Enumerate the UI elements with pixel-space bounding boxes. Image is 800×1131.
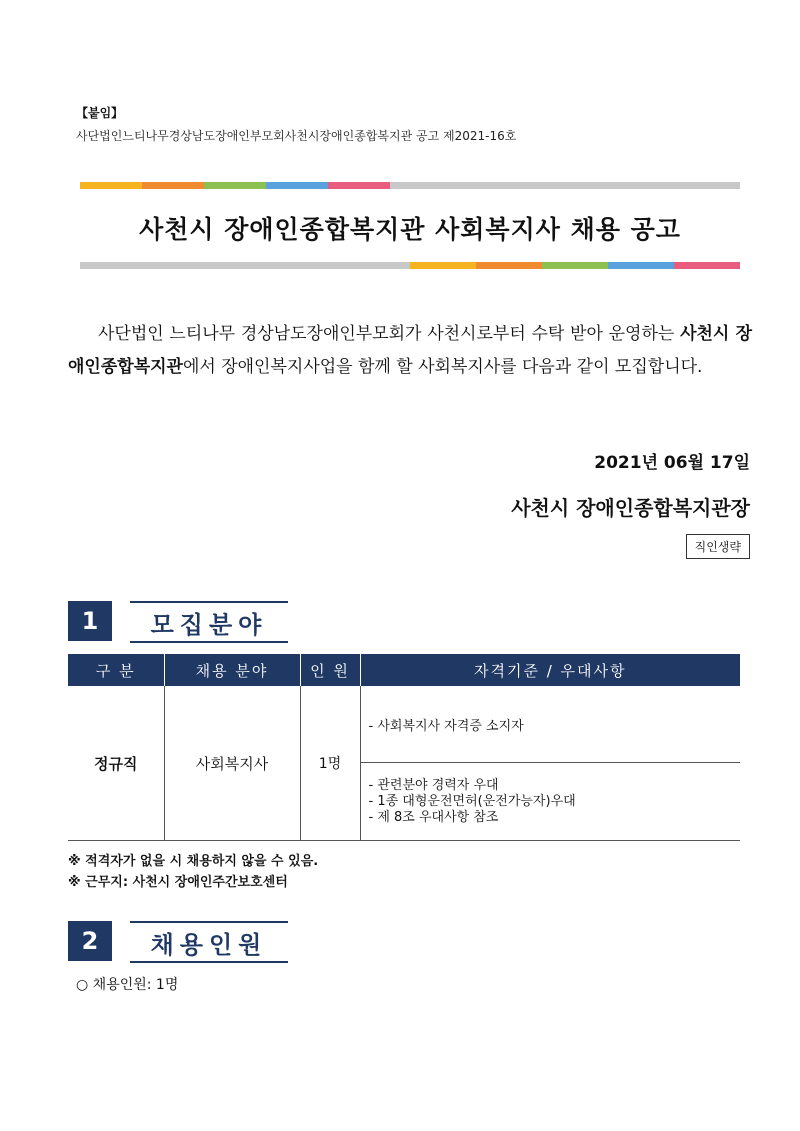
- section1-number: 1: [68, 601, 112, 641]
- preference-item: - 제 8조 우대사항 참조: [368, 809, 499, 825]
- cell-field: 사회복지사: [164, 686, 300, 841]
- note-no-candidate: ※ 적격자가 없을 시 채용하지 않을 수 있음.: [68, 854, 319, 869]
- header-count: 인 원: [300, 654, 360, 686]
- intro-bold-name: 사천시 장애인종합복지관: [68, 324, 752, 377]
- cell-type: 정규직: [68, 686, 164, 841]
- seal-omitted-box: 직인생략: [686, 534, 750, 559]
- notice-date: 2021년 06월 17일: [594, 453, 750, 473]
- intro-paragraph: [68, 318, 752, 384]
- director-name: 사천시 장애인종합복지관장: [511, 496, 750, 520]
- qualification-text: - 사회복지사 자격증 소지자: [361, 686, 741, 763]
- intro-text-2: 에서 장애인복지사업을 함께 할 사회복지사를 다음과 같이 모집합니다.: [182, 357, 703, 377]
- preference-item: - 관련분야 경력자 우대: [368, 777, 499, 793]
- header-field: 채용 분야: [164, 654, 300, 686]
- page-title: 사천시 장애인종합복지관 사회복지사 채용 공고: [139, 215, 681, 244]
- table-row: [68, 686, 740, 841]
- preference-item: - 1종 대형운전면허(운전가능자)우대: [368, 793, 576, 809]
- top-color-bar: [80, 182, 740, 189]
- preferences-list: [361, 763, 741, 840]
- bottom-color-bar: [80, 262, 740, 269]
- section2-number: 2: [68, 921, 112, 961]
- cell-count: 1명: [300, 686, 360, 841]
- header-category: 구 분: [68, 654, 164, 686]
- note-workplace: ※ 근무지: 사천시 장애인주간보호센터: [68, 875, 288, 890]
- attachment-label: 【붙임】: [76, 106, 124, 120]
- section2-title: 채용인원: [130, 921, 288, 963]
- header-qualification: 자격기준 / 우대사항: [360, 654, 740, 686]
- recruit-count-item: ○ 채용인원: 1명: [76, 977, 179, 993]
- notice-number: 사단법인느티나무경상남도장애인부모회사천시장애인종합복지관 공고 제2021-16호: [76, 129, 517, 143]
- recruitment-table: [68, 654, 740, 841]
- cell-qualification: [360, 686, 740, 841]
- section1-title: 모집분야: [130, 601, 288, 643]
- intro-text-1: 사단법인 느티나무 경상남도장애인부모회가 사천시로부터 수탁 받아 운영하는: [98, 324, 681, 344]
